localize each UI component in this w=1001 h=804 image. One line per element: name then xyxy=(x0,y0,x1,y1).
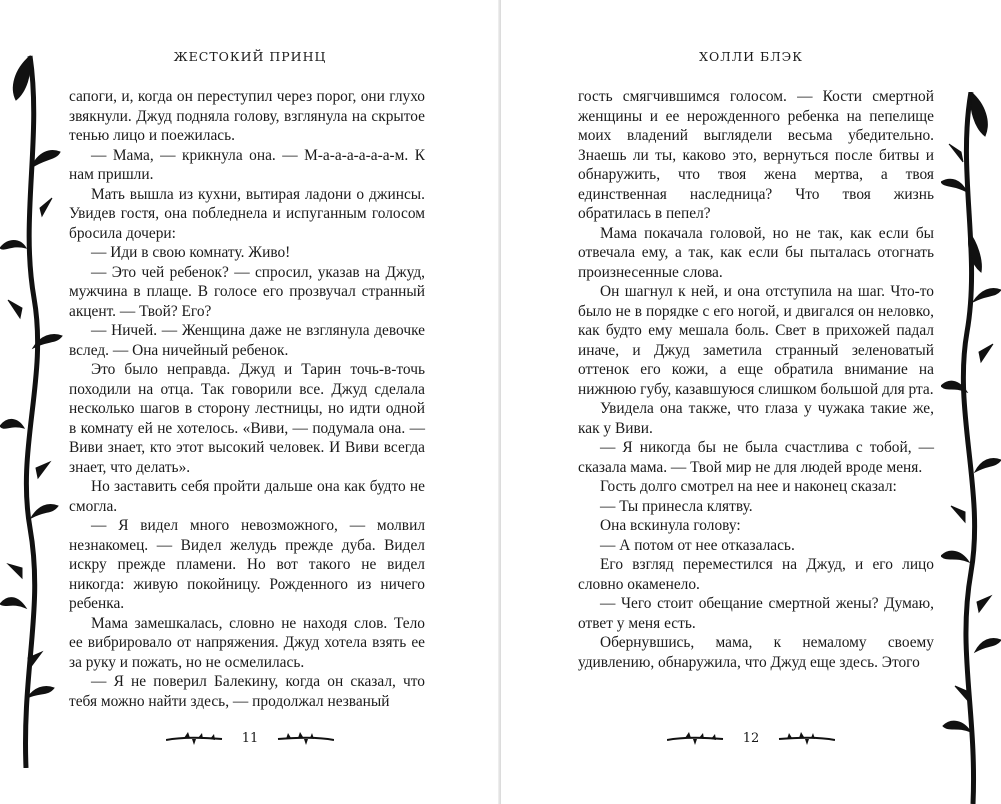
paragraph: — Я видел много невозможного, — молвил незнакомец. — Видел желудь прежде дуба. Видел искру прежде пламени. Но вот такого не видел никогда: живую покойницу. Рожденного из ничего ребенка. xyxy=(69,517,425,612)
paragraph: Он шагнул к ней, и она отступила на шаг. Что-то было не в порядке с его ногой, и двигался он неловко, как будто ему мешала боль. Свет в прихожей падал иначе, и Джуд заметила странный зеленоватый оттенок его кожи, а еще обратила внимание на нижнюю губу, казавшуюся слишком большой для рта. xyxy=(578,283,934,398)
paragraph: — Ничей. — Женщина даже не взглянула девочке вслед. — Она ничейный ребенок. xyxy=(69,322,425,359)
thorn-ornament-icon xyxy=(166,732,224,746)
left-folio xyxy=(0,731,500,746)
paragraph: — Иди в свою комнату. Живо! xyxy=(91,244,291,261)
paragraph: — А потом от нее отказалась. xyxy=(600,536,795,554)
paragraph: Она вскинула голову: xyxy=(600,517,741,534)
thorn-ornament-icon xyxy=(777,732,835,746)
thorn-ornament-icon xyxy=(667,732,725,746)
paragraph: — Это чей ребенок? — спросил, указав на Джуд, мужчина в плаще. В голосе его прозвучал странный акцент. — Твой? Его? xyxy=(69,263,425,320)
right-page-text xyxy=(578,87,934,672)
thorn-ornament-icon xyxy=(276,732,334,746)
thorny-vine-left-ornament xyxy=(0,48,64,768)
paragraph: сапоги, и, когда он переступил через порог, они глухо звякнули. Джуд подняла голову, взглянула на скрытое тенью лицо и поежилась. xyxy=(69,88,425,144)
paragraph: Обернувшись, мама, к немалому своему удивлению, обнаружила, что Джуд еще здесь. Этого xyxy=(578,634,934,671)
paragraph: — Мама, — крикнула она. — М-а-а-а-а-а-а-м. К нам пришли. xyxy=(69,146,425,183)
paragraph: Мама замешкалась, словно не находя слов. Тело ее вибрировало от напряжения. Джуд хотела взять ее за руку и пожать, но не осмелилась. xyxy=(69,614,425,671)
paragraph: — Я не поверил Балекину, когда он сказал, что тебя можно найти здесь, — продолжал незваный xyxy=(69,673,425,710)
right-folio xyxy=(501,731,1001,746)
paragraph: — Ты принесла клятву. xyxy=(600,497,753,515)
paragraph: — Я никогда бы не была счастлива с тобой, — сказала мама. — Твой мир не для людей вроде меня. xyxy=(578,439,934,476)
paragraph: Его взгляд переместился на Джуд, и его лицо словно окаменело. xyxy=(578,556,934,593)
paragraph: Увидела она также, что глаза у чужака такие же, как у Виви. xyxy=(578,400,934,437)
right-page xyxy=(501,0,1001,804)
paragraph: Мама покачала головой, но не так, как если бы отвечала ему, а так, как если бы пыталась отогнать произнесенные слова. xyxy=(578,224,934,281)
paragraph: Но заставить себя пройти дальше она как будто не смогла. xyxy=(69,478,425,515)
left-page xyxy=(0,0,500,804)
left-running-head: ЖЕСТОКИЙ ПРИНЦ xyxy=(173,49,327,64)
paragraph: — Чего стоит обещание смертной жены? Думаю, ответ у меня есть. xyxy=(578,595,934,632)
left-page-text xyxy=(69,87,425,711)
paragraph: Это было неправда. Джуд и Тарин точь-в-точь походили на отца. Так говорили все. Джуд сделала несколько шагов в сторону лестницы, но идти одной в комнату ей не хотелось. «Виви, — подумала она. — Виви знает, кто этот высокий человек. И Виви всегда знает, что делать». xyxy=(69,361,425,476)
left-page-number: 11 xyxy=(241,731,259,746)
paragraph: гость смягчившимся голосом. — Кости смертной женщины и ее нерожденного ребенка на пепелище моих владений выглядели весьма убедительно. Знаешь ли ты, каково это, вернуться после битвы и обнаружить, что твоя жена мертва, а твоя единственная наследница? Что твоя жизнь обратилась в пепел? xyxy=(578,88,934,222)
thorny-vine-right-ornament xyxy=(941,92,1001,804)
right-running-head: ХОЛЛИ БЛЭК xyxy=(699,49,803,64)
right-page-number: 12 xyxy=(742,731,760,746)
paragraph: Гость долго смотрел на нее и наконец сказал: xyxy=(600,478,897,495)
paragraph: Мать вышла из кухни, вытирая ладони о джинсы. Увидев гостя, она побледнела и испуганным голосом бросила дочери: xyxy=(69,185,425,242)
